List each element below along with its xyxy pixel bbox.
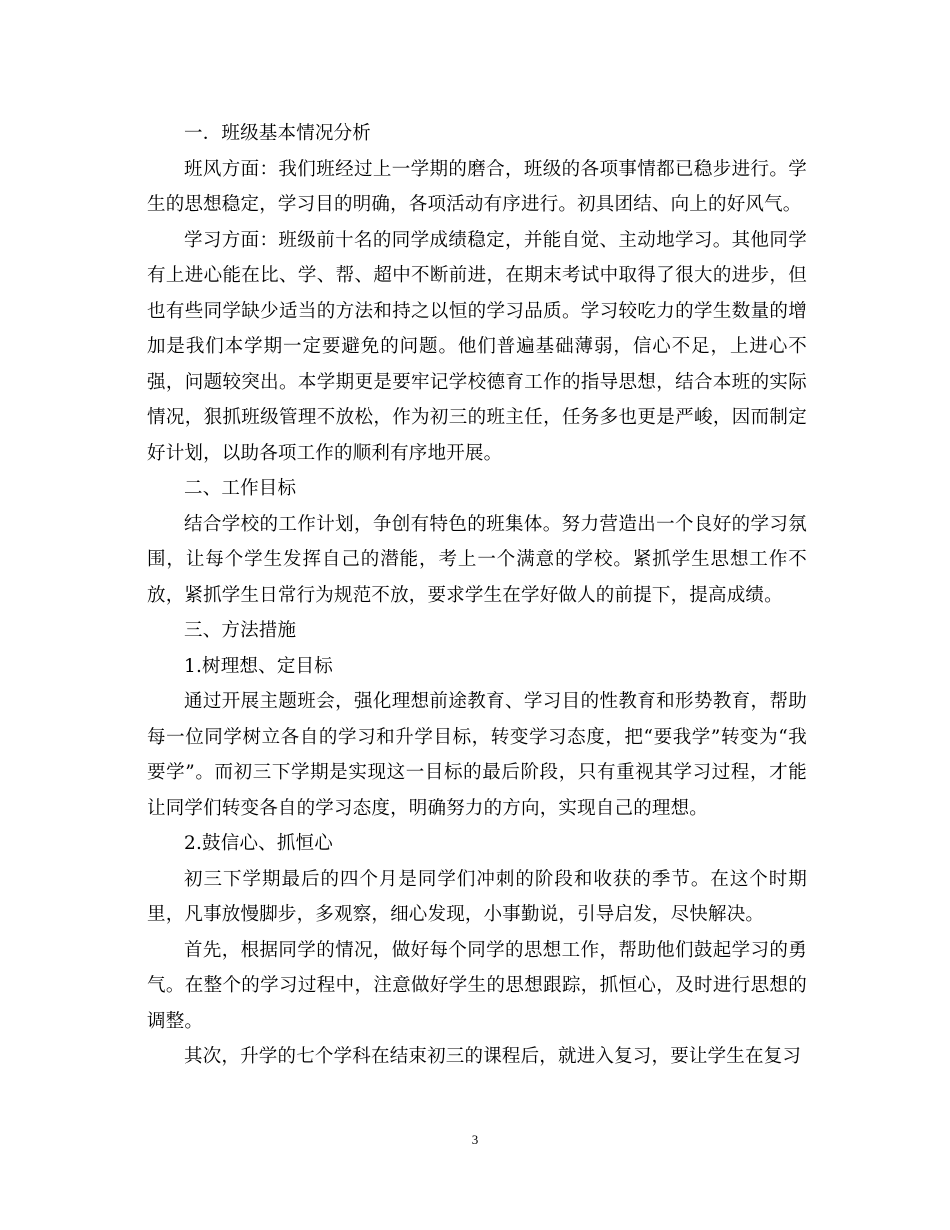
paragraph-work-goals: 结合学校的工作计划，争创有特色的班集体。努力营造出一个良好的学习氛围，让每个学生发挥自己的潜能，考上一个满意的学校。紧抓学生思想工作不放，紧抓学生日常行为规范不放，要求学生在学好做人的前提下，提高成绩。 [147,513,807,606]
paragraph-final-months: 初三下学期最后的四个月是同学们冲刺的阶段和收获的季节。在这个时期里，凡事放慢脚步，多观察，细心发现，小事勤说，引导启发，尽快解决。 [147,868,807,925]
paragraph-first: 首先，根据同学的情况，做好每个同学的思想工作，帮助他们鼓起学习的勇气。在整个的学习过程中，注意做好学生的思想跟踪，抓恒心，及时进行思想的调整。 [147,939,807,1032]
subheading-confidence-perseverance: 2.鼓信心、抓恒心 [184,833,333,854]
section-heading-methods: 三、方法措施 [184,620,297,641]
page-number: 3 [471,1132,479,1147]
subheading-ideals-goals: 1.树理想、定目标 [184,655,333,677]
paragraph-second: 其次，升学的七个学科在结束初三的课程后，就进入复习，要让学生在复习 [184,1046,802,1067]
paragraph-ideals-goals: 通过开展主题班会，强化理想前途教育、学习目的性教育和形势教育，帮助每一位同学树立各自的学习和升学目标，转变学习态度，把“要我学”转变为“我要学”。而初三下学期是实现这一目标的最后阶段，只有重视其学习过程，才能让同学们转变各自的学习态度，明确努力的方向，实现自己的理想。 [147,691,807,819]
paragraph-study-situation: 学习方面：班级前十名的同学成绩稳定，并能自觉、主动地学习。其他同学有上进心能在比、学、帮、超中不断前进，在期末考试中取得了很大的进步，但也有些同学缺少适当的方法和持之以恒的学习品质。学习较吃力的学生数量的增加是我们本学期一定要避免的问题。他们普遍基础薄弱，信心不足，上进心不强，问题较突出。本学期更是要牢记学校德育工作的指导思想，结合本班的实际情况，狠抓班级管理不放松，作为初三的班主任，任务多也更是严峻，因而制定好计划，以助各项工作的顺利有序地开展。 [147,229,807,464]
paragraph-class-atmosphere: 班风方面：我们班经过上一学期的磨合，班级的各项事情都已稳步进行。学生的思想稳定，学习目的明确，各项活动有序进行。初具团结、向上的好风气。 [147,158,807,215]
section-heading-class-analysis: 一．班级基本情况分析 [184,123,372,144]
section-heading-work-goals: 二、工作目标 [184,478,297,499]
document-body [147,116,807,1075]
